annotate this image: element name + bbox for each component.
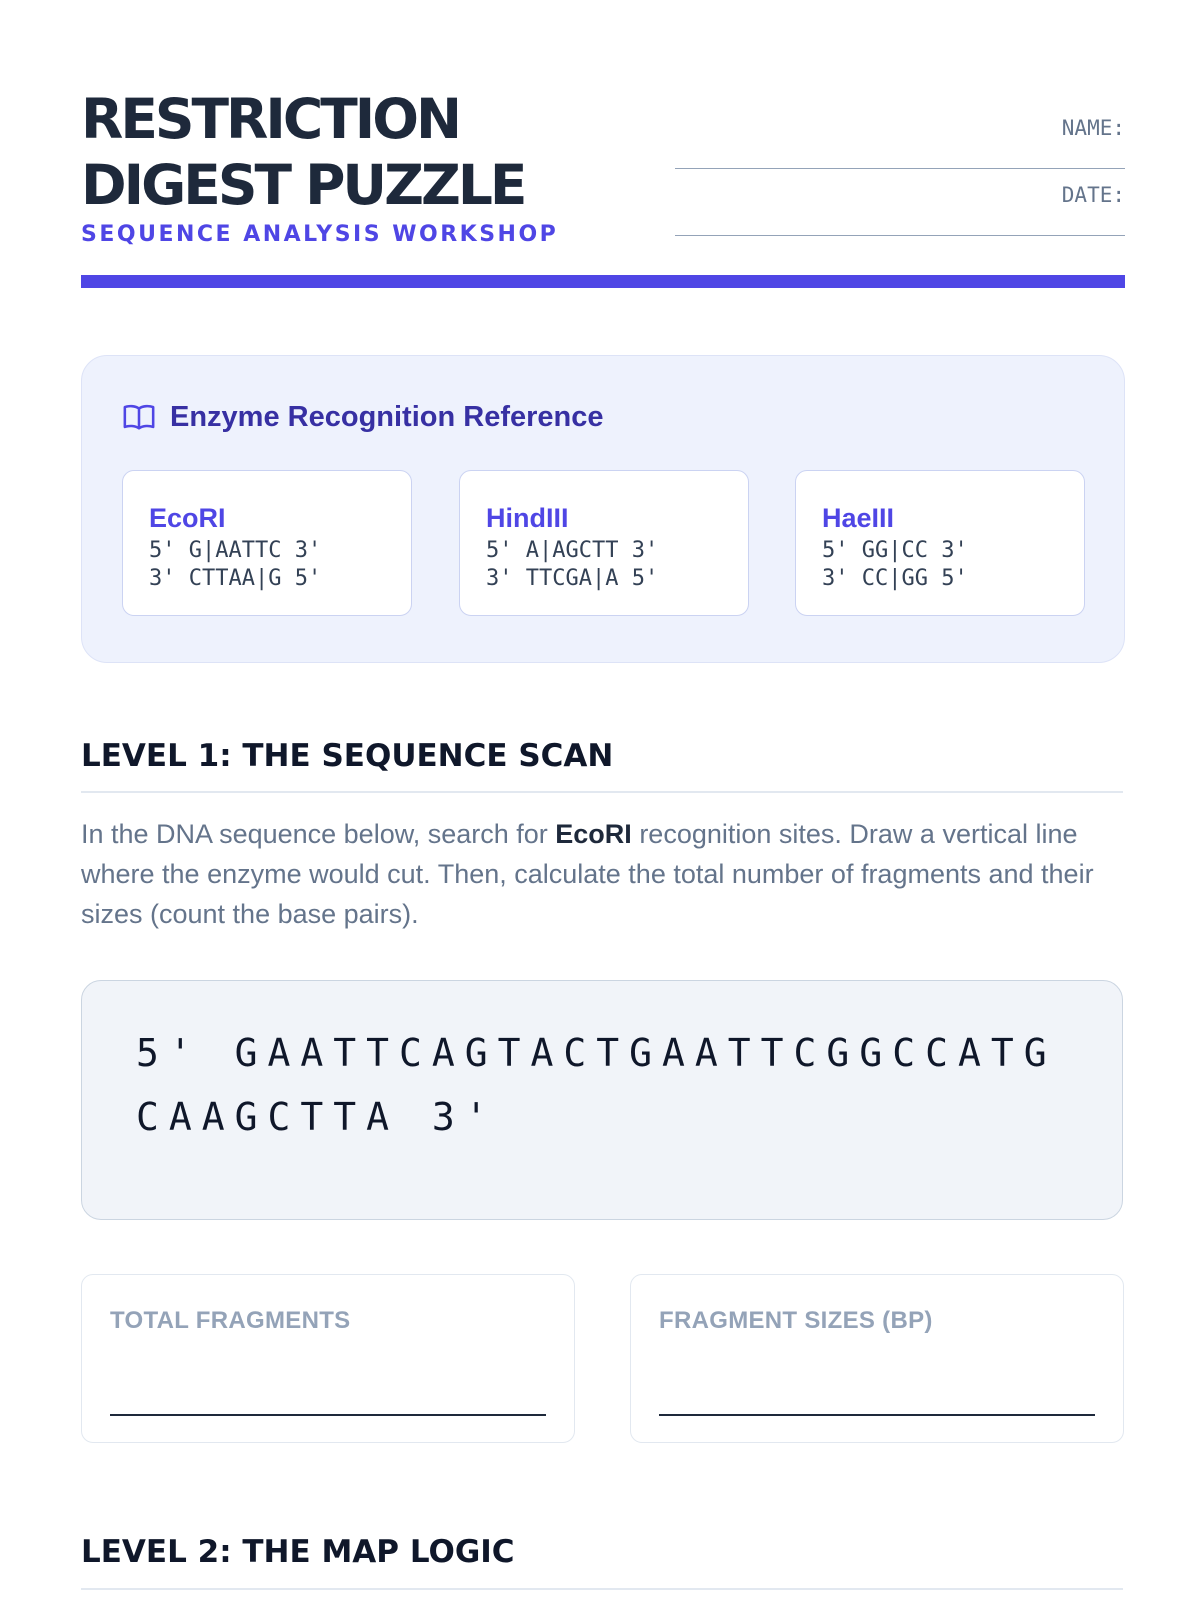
enzyme-card-haeiii [795, 470, 1085, 616]
level-1-instructions [81, 814, 1123, 934]
reference-title: Enzyme Recognition Reference [170, 400, 604, 433]
page-title-line-1: RESTRICTION [81, 87, 459, 151]
dna-sequence-box[interactable] [81, 980, 1123, 1220]
enzyme-card-hindiii [459, 470, 749, 616]
name-label: NAME: [1061, 116, 1125, 140]
fragment-sizes-answer[interactable] [630, 1274, 1124, 1443]
header-divider [81, 275, 1125, 288]
enzyme-site-top: 5' G|AATTC 3' [149, 538, 322, 563]
title-block [81, 86, 558, 247]
date-label: DATE: [1061, 183, 1125, 207]
enzyme-site-bottom: 3' CC|GG 5' [822, 566, 968, 591]
page-title-line-2: DIGEST PUZZLE [81, 153, 525, 217]
level-1-title: LEVEL 1: THE SEQUENCE SCAN [81, 738, 614, 774]
book-open-icon [122, 400, 156, 434]
reference-heading [122, 400, 604, 434]
name-field[interactable] [675, 116, 1125, 183]
answer-line [659, 1414, 1095, 1416]
student-fields [675, 116, 1125, 250]
enzyme-card-ecori [122, 470, 412, 616]
page-subtitle: SEQUENCE ANALYSIS WORKSHOP [81, 222, 559, 247]
enzyme-site-bottom: 3' TTCGA|A 5' [486, 566, 659, 591]
enzyme-site-bottom: 3' CTTAA|G 5' [149, 566, 322, 591]
answer-line [110, 1414, 546, 1416]
level-2-title: LEVEL 2: THE MAP LOGIC [81, 1534, 515, 1570]
level-1-divider [81, 791, 1123, 793]
enzyme-name: HindIII [486, 503, 569, 533]
enzyme-name: EcoRI [149, 503, 226, 533]
dna-sequence: 5' GAATTCAGTACTGAATTCGGCCATGCAAGCTTA 3' [136, 1031, 1057, 1139]
date-line [675, 235, 1125, 236]
enzyme-site-top: 5' A|AGCTT 3' [486, 538, 659, 563]
enzyme-reference-panel [81, 355, 1125, 663]
page-header [81, 86, 1125, 288]
enzyme-name: HaeIII [822, 503, 895, 533]
name-line [675, 168, 1125, 169]
fragment-sizes-label: FRAGMENT SIZES (BP) [659, 1307, 933, 1334]
instructions-enzyme-name: EcoRI [555, 819, 632, 849]
total-fragments-answer[interactable] [81, 1274, 575, 1443]
instructions-text-start: In the DNA sequence below, search for [81, 819, 556, 849]
level-2-divider [81, 1588, 1123, 1590]
instructions-text-end: recognition sites. Draw a vertical line where the enzyme would cut. Then, calculate the total number of fragments and their sizes (count the base pairs). [81, 819, 1094, 929]
total-fragments-label: TOTAL FRAGMENTS [110, 1307, 351, 1334]
date-field[interactable] [675, 183, 1125, 250]
enzyme-site-top: 5' GG|CC 3' [822, 538, 968, 563]
